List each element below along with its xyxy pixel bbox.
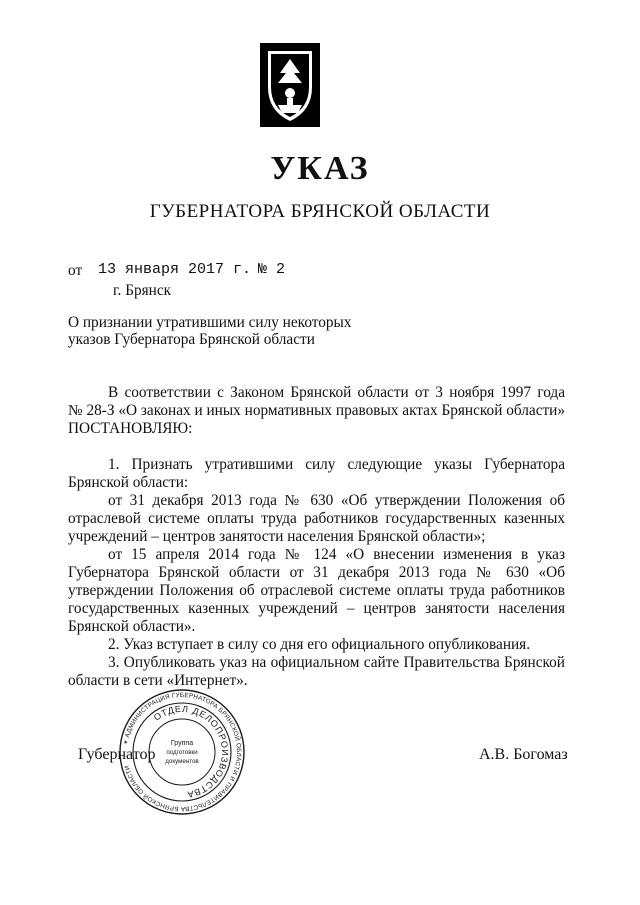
document-subtitle: ГУБЕРНАТОРА БРЯНСКОЙ ОБЛАСТИ bbox=[149, 201, 491, 222]
item-1-line: Брянской области: bbox=[68, 474, 189, 491]
item-3-line: области в сети «Интернет». bbox=[68, 672, 248, 689]
signature-role: Губернатор bbox=[78, 746, 156, 763]
subject-line-2: указов Губернатора Брянской области bbox=[68, 331, 315, 348]
preamble-decree-word: ПОСТАНОВЛЯЮ: bbox=[68, 420, 193, 437]
official-stamp bbox=[118, 688, 246, 816]
svg-text:✶ АДМИНИСТРАЦИЯ ГУБЕРНАТОРА БР: ✶ АДМИНИСТРАЦИЯ ГУБЕРНАТОРА БРЯНСКОЙ ОБЛАСТИ И ПРАВИТЕЛЬСТВА БРЯНСКОЙ ОБЛАСТИ bbox=[122, 691, 243, 813]
svg-text:подготовки: подготовки bbox=[166, 749, 198, 756]
date-prefix: от bbox=[68, 262, 83, 279]
subject-line-1: О признании утратившими силу некоторых bbox=[68, 314, 352, 331]
item-1a-line: от 31 декабря 2013 года № 630 «Об утверждении Положения об bbox=[108, 492, 565, 509]
item-1b-line: утверждении Положения об отраслевой системе оплаты труда работников bbox=[68, 582, 565, 599]
svg-text:ОТДЕЛ ДЕЛОПРОИЗВОДСТВА: ОТДЕЛ ДЕЛОПРОИЗВОДСТВА bbox=[151, 703, 231, 800]
document-number: № 2 bbox=[258, 261, 286, 278]
document-title: УКАЗ bbox=[270, 150, 370, 187]
document-city: г. Брянск bbox=[113, 282, 172, 299]
item-3-line: 3. Опубликовать указ на официальном сайте Правительства Брянской bbox=[108, 654, 565, 671]
svg-text:документов: документов bbox=[165, 758, 199, 765]
item-1a-line: учреждений – центров занятости населения Брянской области»; bbox=[68, 528, 486, 545]
preamble-line: № 28-З «О законах и иных нормативных правовых актах Брянской области» bbox=[68, 402, 565, 419]
item-1b-line: Брянской области». bbox=[68, 618, 196, 635]
item-2: 2. Указ вступает в силу со дня его официального опубликования. bbox=[108, 636, 531, 653]
coat-of-arms-icon bbox=[260, 43, 320, 127]
item-1b-line: государственных казенных учреждений – центров занятости населения bbox=[68, 600, 565, 617]
item-1b-line: Губернатора Брянской области от 31 декабря 2013 года № 630 «Об bbox=[68, 564, 565, 581]
item-1a-line: отраслевой системе оплаты труда работников государственных казенных bbox=[68, 510, 565, 527]
preamble-line: В соответствии с Законом Брянской области от 3 ноября 1997 года bbox=[108, 384, 565, 401]
document-date: 13 января 2017 г. bbox=[98, 261, 252, 278]
item-1-line: 1. Признать утратившими силу следующие указы Губернатора bbox=[108, 456, 565, 473]
svg-text:Группа: Группа bbox=[170, 740, 194, 747]
item-1b-line: от 15 апреля 2014 года № 124 «О внесении изменения в указ bbox=[108, 546, 565, 563]
signature-name: А.В. Богомаз bbox=[479, 746, 568, 763]
